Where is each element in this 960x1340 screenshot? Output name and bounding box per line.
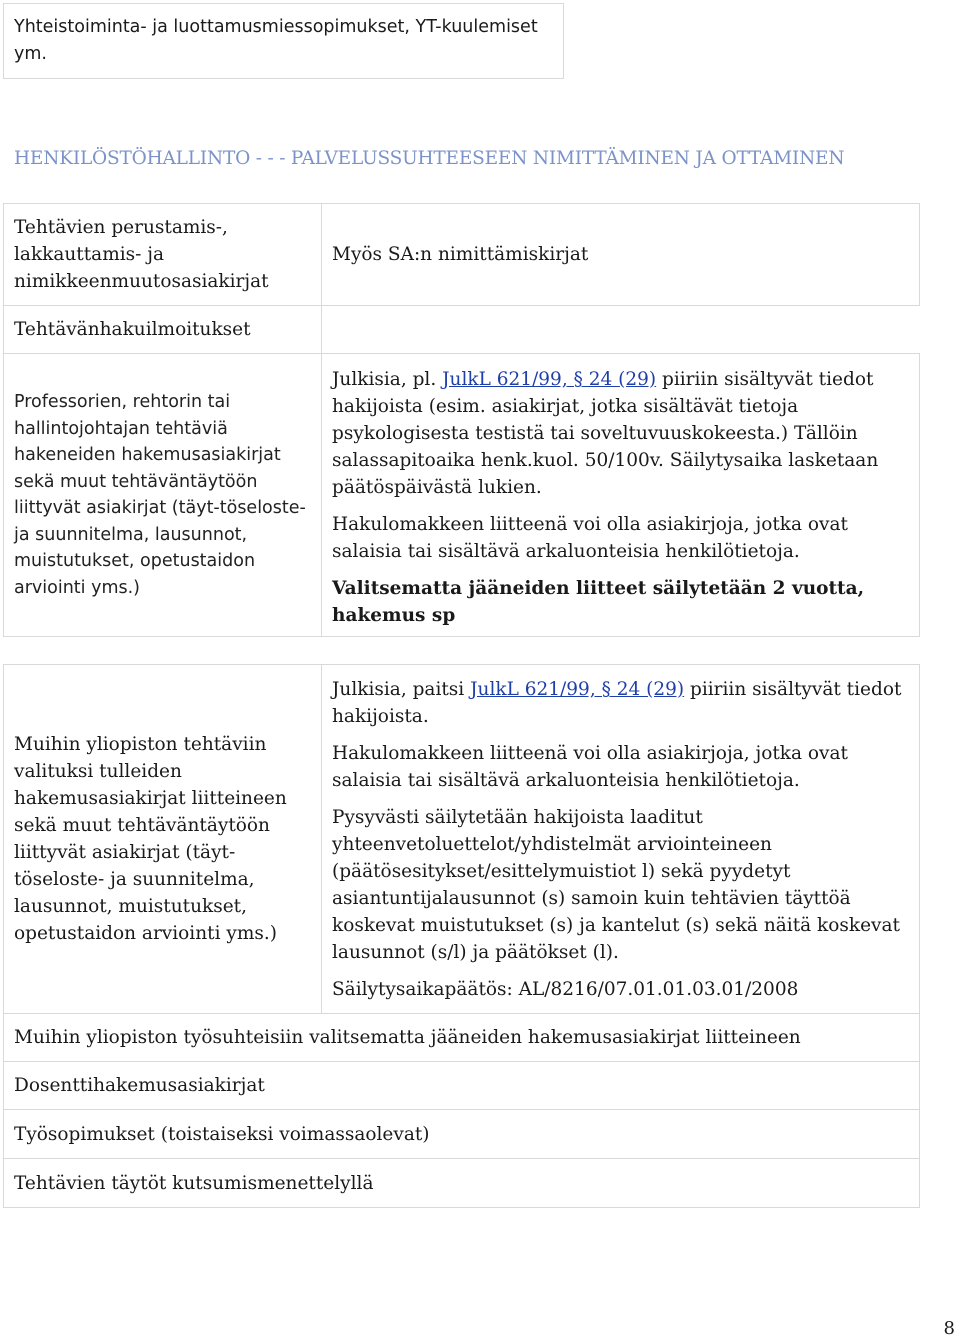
row-7-cell: [3, 1109, 920, 1159]
row-4-left-cell: [3, 664, 322, 1014]
row-8-text: Tehtävien täytöt kutsumismenettelyllä: [14, 1172, 374, 1194]
row-2-left-cell: [3, 305, 322, 354]
row-1-left-cell: [3, 203, 322, 306]
row-6-cell: [3, 1061, 920, 1110]
row-3-right-cell: [321, 353, 920, 637]
row-2-left-text: Tehtävänhakuilmoitukset: [14, 319, 251, 340]
row-3-public-text: Julkisia, pl.: [332, 369, 437, 390]
row-4-right-cell: [321, 664, 920, 1014]
row-4-detail-text: piiriin sisältyvät tiedot hakijoista.: [332, 679, 902, 727]
row-3-detail-text: piiriin sisältyvät tiedot hakijoista (esim. asiakirjat, jotka sisältävät tietoja psykologisesta testistä tai soveltuvuuskokeesta.) Tällöin salassapitoaika henk.kuol. 50/100v. Säilytysaika lasketaan päätöspäivästä lukien.: [332, 369, 879, 498]
page-number: 8: [943, 1318, 955, 1339]
row-3-left-cell: [3, 353, 322, 637]
top-note-text: Yhteistoiminta- ja luottamusmiessopimukset, YT-kuulemiset ym.: [14, 17, 538, 64]
row-5-cell: [3, 1013, 920, 1062]
row-4-right-paragraph-3: Pysyvästi säilytetään hakijoista laaditut yhteenvetoluettelot/yhdistelmät arviointeineen (päätösesitykset/esittelymuistiot l) sekä pyydetyt asiantuntijalausunnot (s) samoin kuin tehtävien täyttöä koskevat muistutukset (s) ja kantelut (s) sekä näitä koskevat lausunnot (s/l) ja päätökset (l).: [332, 807, 900, 963]
row-4-public-text: Julkisia, paitsi: [332, 679, 465, 700]
row-8-cell: [3, 1158, 920, 1208]
row-3-right-paragraph-2: Hakulomakkeen liitteenä voi olla asiakirjoja, jotka ovat salaisia tai sisältävä arkaluonteisia henkilötietoja.: [332, 514, 848, 562]
row-3-left-text: Professorien, rehtorin tai hallintojohtajan tehtäviä hakeneiden hakemusasiakirjat sekä muut tehtäväntäytöön liittyvät asiakirjat (täyt-töseloste- ja suunnitelma, lausunnot, muistutukset, opetustaidon arviointi yms.): [14, 392, 306, 598]
row-5-text: Muihin yliopiston työsuhteisiin valitsematta jääneiden hakemusasiakirjat liitteineen: [14, 1027, 801, 1048]
row-3-right-paragraph-3: Valitsematta jääneiden liitteet säilytetään 2 vuotta, hakemus sp: [332, 578, 865, 626]
row-4-right-paragraph-4: Säilytysaikapäätös: AL/8216/07.01.01.03.01/2008: [332, 979, 799, 1000]
row-4-right-paragraph-1: [332, 676, 909, 730]
top-note: [3, 3, 564, 79]
julkl-link-2[interactable]: JulkL 621/99, § 24 (29): [470, 679, 685, 700]
section-heading: HENKILÖSTÖHALLINTO - - - PALVELUSSUHTEESEEN NIMITTÄMINEN JA OTTAMINEN: [14, 148, 845, 169]
row-4-right-paragraph-2: Hakulomakkeen liitteenä voi olla asiakirjoja, jotka ovat salaisia tai sisältävä arkaluonteisia henkilötietoja.: [332, 743, 848, 791]
row-1-right-text: Myös SA:n nimittämiskirjat: [332, 244, 589, 265]
row-6-text: Dosenttihakemusasiakirjat: [14, 1075, 265, 1096]
row-1-left-text: Tehtävien perustamis-, lakkauttamis- ja nimikkeenmuutosasiakirjat: [14, 217, 269, 292]
row-3-right-paragraph-1: [332, 366, 909, 501]
julkl-link[interactable]: JulkL 621/99, § 24 (29): [442, 369, 657, 390]
row-4-left-text: Muihin yliopiston tehtäviin valituksi tulleiden hakemusasiakirjat liitteineen sekä muut tehtäväntäytöön liittyvät asiakirjat (täyt-töseloste- ja suunnitelma, lausunnot, muistutukset, opetustaidon arviointi yms.): [14, 734, 287, 944]
row-7-text: Työsopimukset (toistaiseksi voimassaolevat): [14, 1123, 430, 1145]
row-1-right-cell: [321, 203, 920, 306]
